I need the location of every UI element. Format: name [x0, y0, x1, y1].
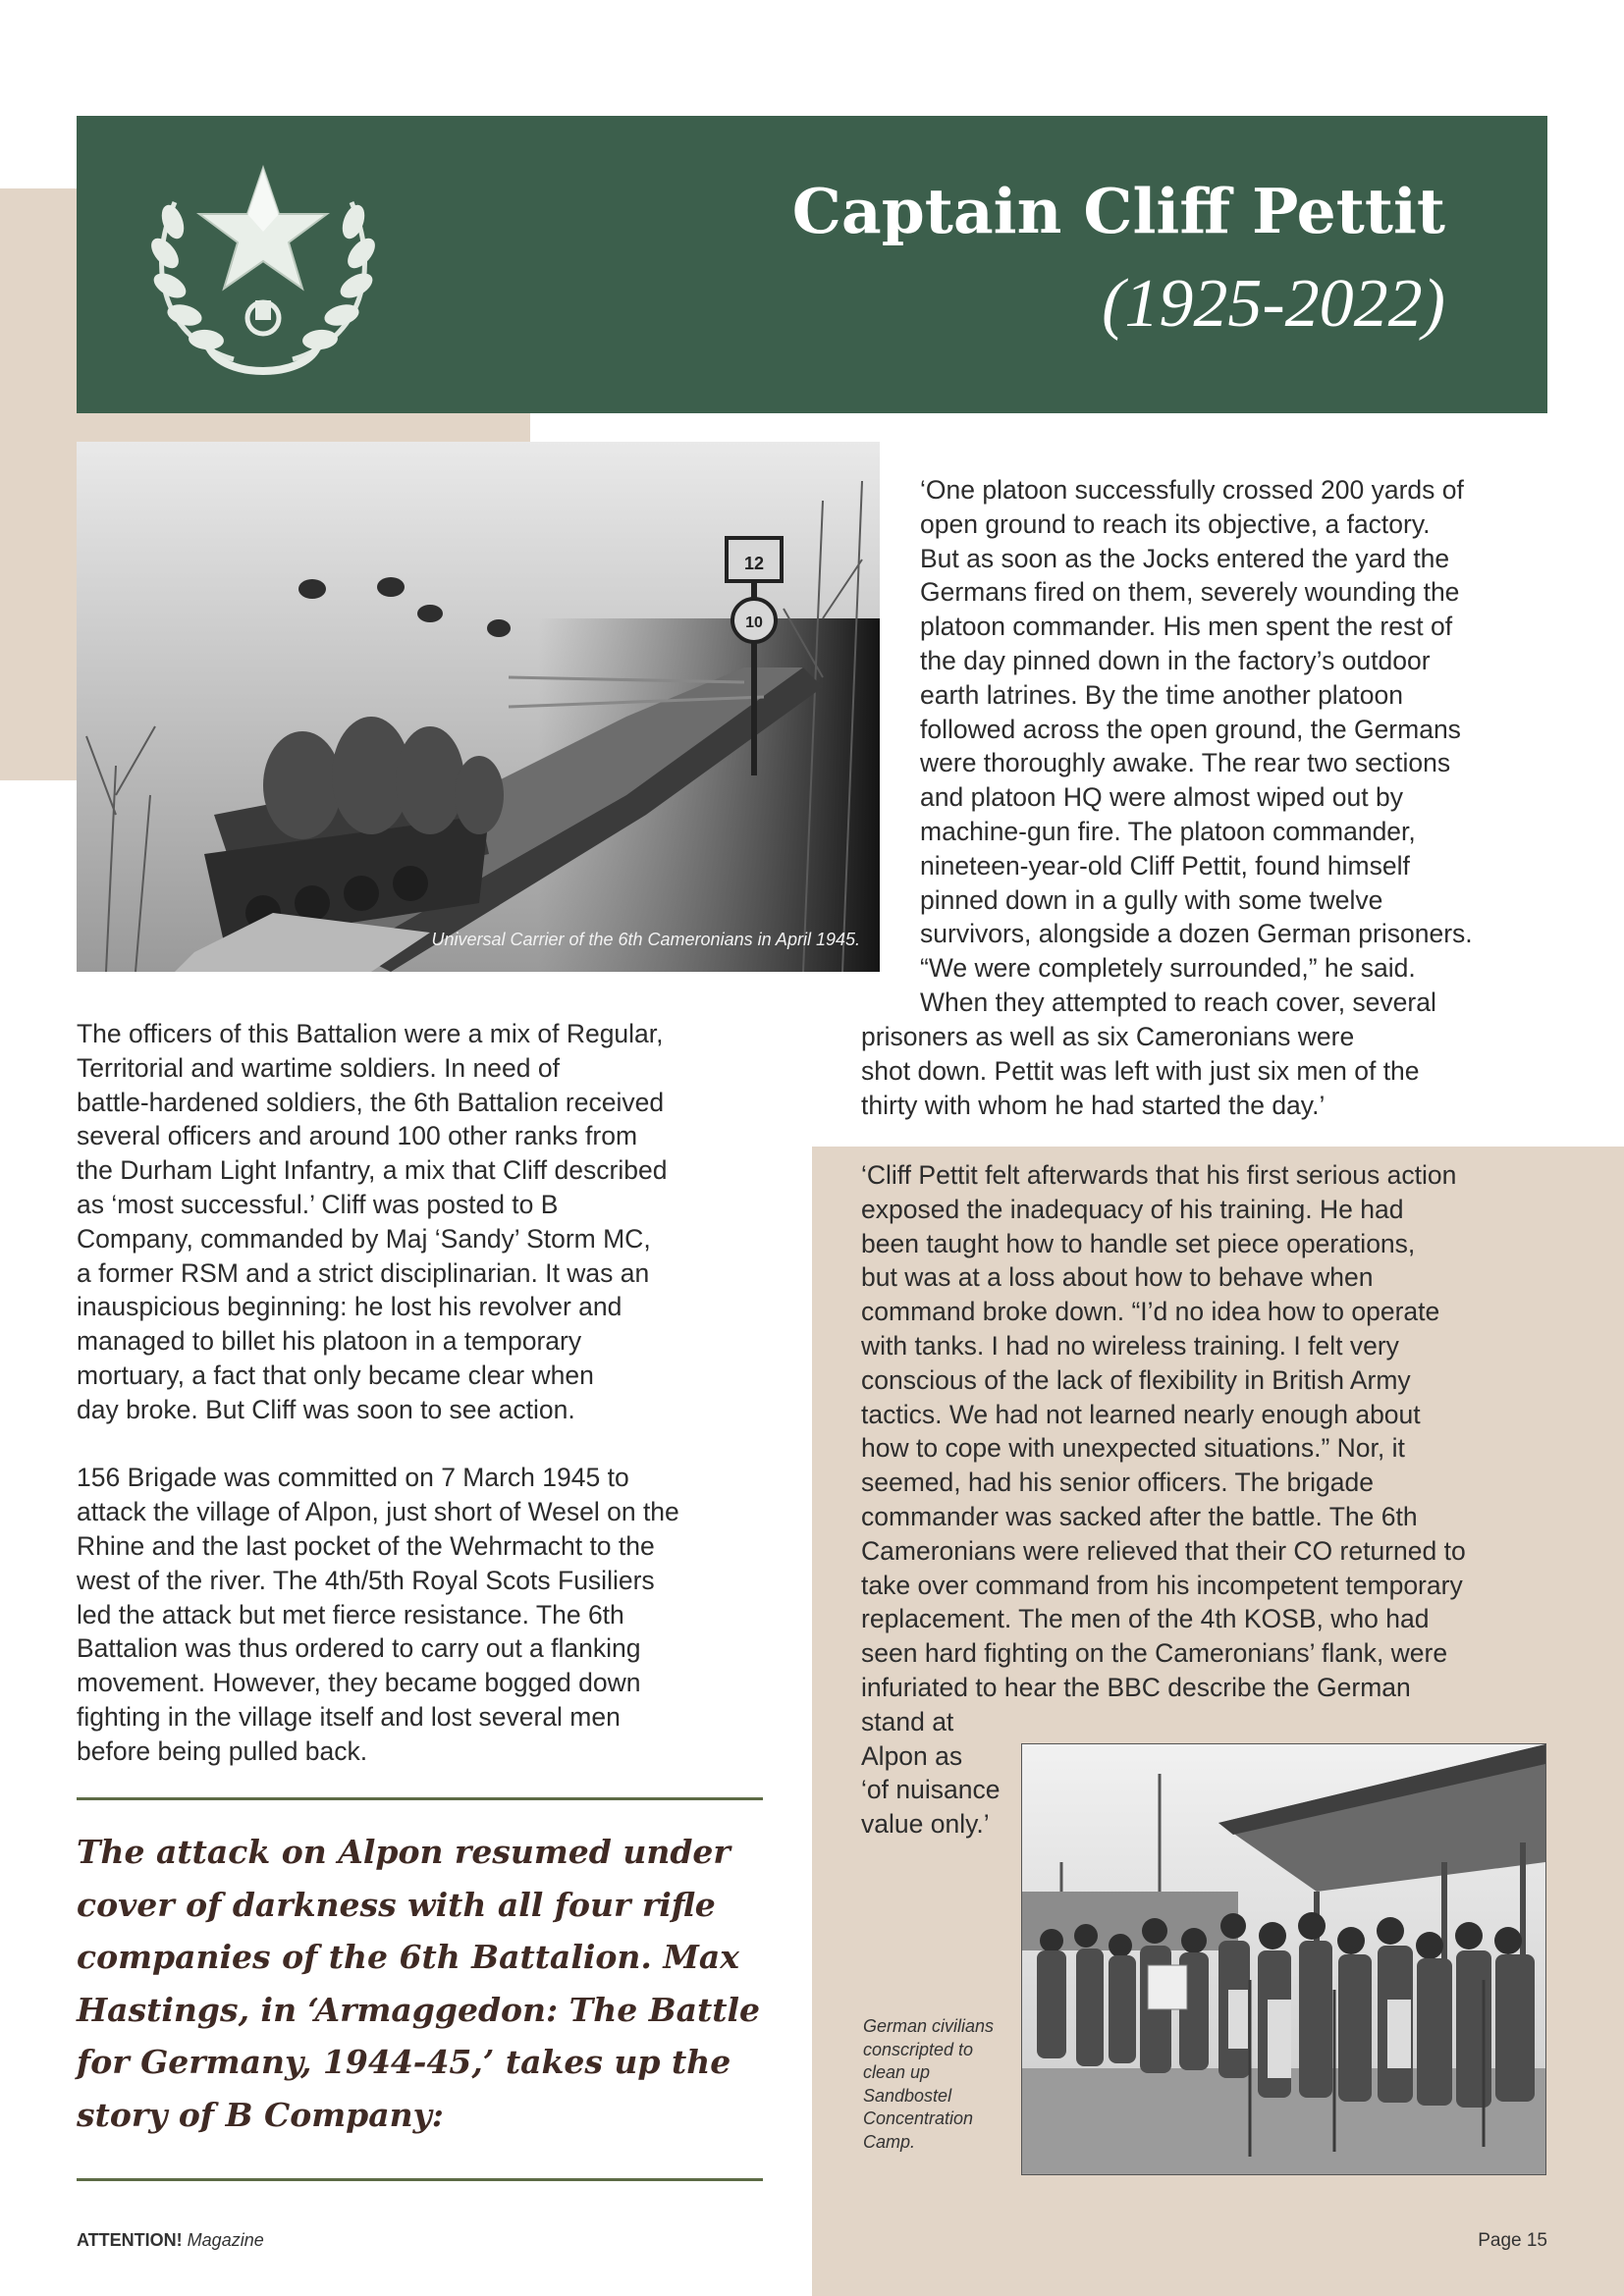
text-line: The officers of this Battalion were a mix of Regular, [77, 1019, 664, 1048]
quote-line: But as soon as the Jocks entered the yard the [920, 543, 1450, 573]
civilians-photo-caption: German civilians conscripted to clean up Sandbostel Concentration Camp. [863, 2016, 995, 2152]
quote-line: “We were completely surrounded,” he said. [920, 953, 1416, 984]
text-line: commander was sacked after the battle. The 6th [861, 1501, 1418, 1531]
text-line: infuriated to hear the BBC describe the German [861, 1672, 1411, 1702]
pull-quote-line: Hastings, in ‘Armaggedon: The Battle [77, 1990, 761, 2029]
text-line: Rhine and the last pocket of the Wehrmacht to the [77, 1530, 655, 1561]
tan-side-panel [0, 188, 77, 780]
article-years: (1925-2022) [1102, 266, 1445, 342]
text-line: inauspicious beginning: he lost his revolver and [77, 1292, 623, 1322]
pull-quote-bottom-rule [77, 2178, 763, 2181]
text-line: as ‘most successful.’ Cliff was posted to B [77, 1189, 559, 1219]
text-line: ‘of nuisance [861, 1775, 1001, 1805]
quote-line: Germans fired on them, severely wounding the [920, 577, 1460, 608]
text-line: 156 Brigade was committed on 7 March 1945 to [77, 1463, 629, 1493]
text-line: replacement. The men of the 4th KOSB, who had [861, 1604, 1430, 1634]
text-line: movement. However, they became bogged down [77, 1668, 641, 1698]
pull-quote-line: cover of darkness with all four rifle [77, 1885, 716, 1924]
quote-line: ‘One platoon successfully crossed 200 yards of [920, 475, 1464, 505]
quote-line: thirty with whom he had started the day.’ [861, 1090, 1326, 1120]
right-column [861, 1158, 1548, 1842]
quote-line: machine-gun fire. The platoon commander, [920, 816, 1416, 846]
quote-line: shot down. Pettit was left with just six men of the [861, 1055, 1420, 1086]
quote-line: platoon commander. His men spent the rest of [920, 612, 1453, 642]
civilians-photo-image [1022, 1744, 1545, 2174]
quote-line: nineteen-year-old Cliff Pettit, found himself [920, 850, 1410, 881]
footer-brand-bold: ATTENTION! [77, 2230, 183, 2250]
quote-block [920, 473, 1607, 1020]
text-line: day broke. But Cliff was soon to see action. [77, 1394, 575, 1424]
footer-magazine-name [77, 2230, 264, 2251]
quote-line: were thoroughly awake. The rear two sections [920, 748, 1451, 778]
text-line: the Durham Light Infantry, a mix that Cliff described [77, 1155, 668, 1186]
quote-line: followed across the open ground, the Germans [920, 714, 1461, 744]
carrier-photo-caption: Universal Carrier of the 6th Cameronians in April 1945. [431, 930, 860, 949]
text-line: take over command from his incompetent temporary [861, 1570, 1463, 1600]
text-line: west of the river. The 4th/5th Royal Scots Fusiliers [77, 1565, 655, 1595]
text-line: attack the village of Alpon, just short of Wesel on the [77, 1497, 679, 1527]
quote-line: pinned down in a gully with some twelve [920, 884, 1383, 915]
text-line: Territorial and wartime soldiers. In need of [77, 1052, 560, 1083]
quote-line: and platoon HQ were almost wiped out by [920, 782, 1403, 813]
text-line: command broke down. “I’d no idea how to operate [861, 1297, 1440, 1327]
text-line: but was at a loss about how to behave when [861, 1262, 1374, 1293]
left-column [77, 1017, 784, 1769]
quote-line: the day pinned down in the factory’s outdoor [920, 645, 1431, 675]
sign-number: 12 [743, 554, 765, 573]
footer-page-number: Page 15 [1478, 2230, 1547, 2251]
text-line: mortuary, a fact that only became clear when [77, 1360, 594, 1390]
text-line: Cameronians were relieved that their CO returned to [861, 1535, 1466, 1566]
paragraph-brigade [77, 1461, 784, 1768]
regimental-badge-icon [116, 143, 410, 389]
pull-quote-line: companies of the 6th Battalion. Max [77, 1938, 739, 1976]
sign-speed: 10 [745, 614, 763, 631]
article-title: Captain Cliff Pettit [791, 175, 1445, 247]
text-line: led the attack but met fierce resistance. The 6th [77, 1599, 624, 1629]
text-line: exposed the inadequacy of his training. He had [861, 1194, 1404, 1224]
paragraph-officers [77, 1017, 784, 1427]
header-banner [77, 116, 1547, 413]
pull-quote-line: story of B Company: [77, 2095, 444, 2134]
text-line: a former RSM and a strict disciplinarian. It was an [77, 1257, 650, 1288]
quote-line: When they attempted to reach cover, several [920, 987, 1436, 1017]
text-line: value only.’ [861, 1809, 990, 1840]
pull-quote-top-rule [77, 1797, 763, 1800]
quote-block-continued [861, 1020, 1607, 1122]
text-line: before being pulled back. [77, 1735, 368, 1766]
text-line: with tanks. I had no wireless training. I felt very [861, 1330, 1399, 1361]
text-line: seen hard fighting on the Cameronians’ flank, were [861, 1638, 1448, 1669]
quote-line: earth latrines. By the time another platoon [920, 679, 1404, 710]
pull-quote-line: for Germany, 1944-45,’ takes up the [77, 2043, 731, 2081]
text-line: battle-hardened soldiers, the 6th Battalion received [77, 1087, 665, 1117]
text-line: several officers and around 100 other ranks from [77, 1121, 638, 1151]
pull-quote [77, 1826, 764, 2141]
text-line: stand at [861, 1706, 954, 1736]
quote-line: survivors, alongside a dozen German prisoners. [920, 919, 1473, 949]
text-line: Battalion was thus ordered to carry out a flanking [77, 1633, 641, 1664]
text-line: ‘Cliff Pettit felt afterwards that his first serious action [861, 1160, 1457, 1190]
text-line: conscious of the lack of flexibility in British Army [861, 1364, 1411, 1395]
footer-brand-italic: Magazine [187, 2230, 264, 2250]
text-line: seemed, had his senior officers. The brigade [861, 1468, 1374, 1498]
text-line: Company, commanded by Maj ‘Sandy’ Storm MC, [77, 1223, 651, 1254]
text-line: been taught how to handle set piece operations, [861, 1228, 1416, 1258]
text-line: managed to billet his platoon in a temporary [77, 1326, 582, 1357]
civilians-photo [1021, 1743, 1546, 2175]
text-line: how to cope with unexpected situations.” Nor, it [861, 1433, 1405, 1464]
quote-line: prisoners as well as six Cameronians were [861, 1022, 1355, 1051]
text-line: tactics. We had not learned nearly enough about [861, 1399, 1421, 1429]
pull-quote-line: The attack on Alpon resumed under [77, 1833, 731, 1871]
carrier-photo-image [77, 442, 880, 972]
text-line: fighting in the village itself and lost several men [77, 1701, 621, 1732]
text-line: Alpon as [861, 1740, 963, 1771]
tan-accent-strip [77, 412, 530, 442]
quote-line: open ground to reach its objective, a factory. [920, 508, 1431, 539]
carrier-photo [77, 442, 880, 972]
